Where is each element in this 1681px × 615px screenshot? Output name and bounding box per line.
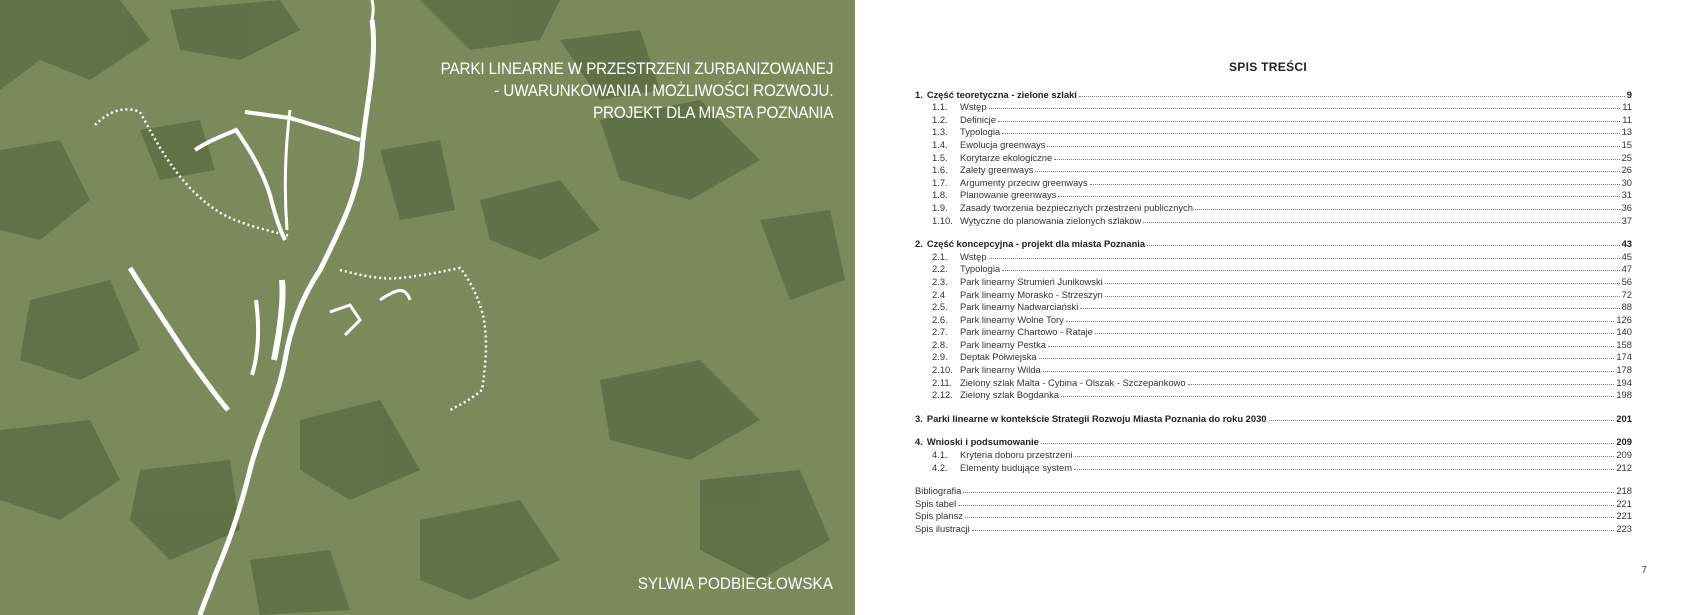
- toc-entry-row: [915, 388, 1632, 401]
- toc-list: [915, 87, 1632, 534]
- toc-entry-row: [915, 112, 1632, 125]
- toc-gap: [915, 473, 1632, 484]
- toc-entry-page: 25: [1621, 151, 1632, 163]
- toc-entry-row: [915, 262, 1632, 275]
- toc-leader-dots: [1054, 159, 1619, 160]
- toc-gap: [915, 226, 1632, 237]
- toc-entry-number: 1.10.: [932, 214, 953, 226]
- toc-entry-title: Wstęp: [960, 101, 987, 113]
- toc-entry-page: 43: [1621, 238, 1632, 250]
- toc-entry-number: 1.4.: [932, 138, 948, 150]
- toc-entry-page: 11: [1622, 113, 1632, 125]
- cover-title-line-3: PROJEKT DLA MIASTA POZNANIA: [592, 103, 833, 122]
- toc-entry-title: Definicje: [960, 113, 996, 125]
- toc-entry-number: 1.8.: [932, 189, 948, 201]
- toc-section-row: [915, 411, 1632, 424]
- toc-leader-dots: [1035, 171, 1619, 172]
- toc-entry-row: [915, 274, 1632, 287]
- toc-entry-title: Park linearny Strumień Junikowski: [960, 275, 1103, 287]
- toc-entry-row: [915, 137, 1632, 150]
- toc-entry-row: [915, 337, 1632, 350]
- toc-entry-page: 218: [1616, 485, 1632, 497]
- toc-entry-row: [915, 213, 1632, 226]
- toc-entry-page: 223: [1616, 523, 1632, 534]
- toc-entry-title: Park linearny Chartowo - Rataje: [960, 326, 1093, 338]
- toc-entry-page: 56: [1621, 275, 1632, 287]
- toc-entry-title: Zielony szlak Malta - Cybina - Olszak - Szczepankowo: [960, 376, 1186, 388]
- toc-entry-title: Park linearny Wolne Tory: [960, 313, 1064, 325]
- toc-entry-number: 3.: [915, 412, 923, 424]
- toc-entry-number: 2.4: [932, 288, 946, 300]
- toc-entry-number: 1.6.: [932, 164, 948, 176]
- toc-entry-row: [915, 362, 1632, 375]
- toc-entry-title: Część koncepcyjna - projekt dla miasta Poznania: [926, 238, 1146, 250]
- toc-entry-title: Kryteria doboru przestrzeni: [960, 449, 1073, 461]
- toc-entry-number: 2.12.: [932, 389, 953, 401]
- toc-entry-page: 31: [1621, 189, 1632, 201]
- toc-entry-number: 2.3.: [932, 275, 948, 287]
- toc-entry-title: Zielony szlak Bogdanka: [960, 389, 1060, 401]
- toc-entry-title: Spis tabel: [915, 497, 957, 509]
- toc-leader-dots: [989, 258, 1620, 259]
- toc-entry-page: 26: [1621, 164, 1632, 176]
- toc-entry-page: 13: [1621, 126, 1632, 138]
- toc-entry-row: [915, 484, 1632, 497]
- toc-leader-dots: [1048, 346, 1614, 347]
- toc-entry-number: 2.11.: [932, 376, 953, 388]
- toc-entry-number: 1.5.: [932, 151, 948, 163]
- toc-leader-dots: [1105, 283, 1620, 284]
- toc-entry-title: Parki linearne w kontekście Strategii Rozwoju Miasta Poznania do roku 2030: [926, 412, 1267, 424]
- toc-entry-title: Argumenty przeciw greenways: [960, 176, 1088, 188]
- toc-entry-row: [915, 163, 1632, 176]
- toc-gap: [915, 400, 1632, 411]
- toc-entry-title: Wstęp: [960, 250, 987, 262]
- toc-entry-page: 174: [1616, 351, 1632, 363]
- toc-entry-page: 88: [1621, 301, 1632, 313]
- toc-leader-dots: [965, 517, 1614, 518]
- toc-entry-page: 72: [1621, 288, 1632, 300]
- toc-entry-number: 1.1.: [932, 101, 948, 113]
- toc-entry-page: 36: [1621, 201, 1632, 213]
- toc-entry-number: 2.: [915, 238, 923, 250]
- toc-entry-number: 1.3.: [932, 126, 948, 138]
- toc-entry-title: Park linearny Pestka: [960, 338, 1046, 350]
- toc-entry-title: Część teoretyczna - zielone szlaki: [926, 88, 1077, 100]
- toc-entry-row: [915, 375, 1632, 388]
- toc-leader-dots: [1269, 420, 1615, 421]
- toc-leader-dots: [1002, 270, 1619, 271]
- toc-entry-title: Park linearny Wilda: [960, 364, 1041, 376]
- toc-leader-dots: [1066, 321, 1614, 322]
- toc-entry-page: 47: [1621, 263, 1632, 275]
- toc-entry-number: 2.8.: [932, 338, 948, 350]
- toc-entry-title: Typologia: [960, 263, 1001, 275]
- toc-entry-page: 194: [1616, 376, 1632, 388]
- toc-entry-row: [915, 509, 1632, 522]
- toc-leader-dots: [1143, 222, 1619, 223]
- toc-entry-row: [915, 200, 1632, 213]
- toc-entry-page: 30: [1621, 176, 1632, 188]
- toc-entry-page: 178: [1616, 364, 1632, 376]
- toc-leader-dots: [1105, 296, 1620, 297]
- toc-entry-page: 221: [1616, 497, 1632, 509]
- toc-entry-number: 1.: [915, 88, 923, 100]
- toc-leader-dots: [1058, 196, 1619, 197]
- toc-leader-dots: [1188, 384, 1615, 385]
- toc-section-row: [915, 237, 1632, 250]
- toc-entry-title: Deptak Półwiejska: [960, 351, 1037, 363]
- toc-heading: SPIS TREŚCI: [1229, 60, 1307, 74]
- toc-entry-number: 2.9.: [932, 351, 948, 363]
- toc-entry-row: [915, 188, 1632, 201]
- toc-entry-title: Planowanie greenways: [960, 189, 1057, 201]
- toc-leader-dots: [1080, 308, 1619, 309]
- toc-leader-dots: [989, 108, 1621, 109]
- toc-entry-page: 221: [1616, 510, 1632, 522]
- toc-leader-dots: [1195, 209, 1620, 210]
- toc-leader-dots: [1074, 469, 1614, 470]
- table-of-contents-page: [855, 0, 1681, 615]
- toc-entry-page: 15: [1621, 138, 1632, 150]
- toc-leader-dots: [1079, 96, 1625, 97]
- toc-entry-page: 201: [1616, 412, 1632, 424]
- cover-author: SYLWIA PODBIEGŁOWSKA: [637, 574, 833, 593]
- toc-gap: [915, 424, 1632, 435]
- toc-entry-number: 2.5.: [932, 301, 948, 313]
- toc-entry-page: 45: [1621, 250, 1632, 262]
- toc-entry-row: [915, 125, 1632, 138]
- toc-entry-row: [915, 249, 1632, 262]
- toc-entry-row: [915, 100, 1632, 113]
- toc-entry-title: Park linearny Nadwarciański: [960, 301, 1079, 313]
- toc-entry-title: Spis ilustracji: [915, 523, 970, 534]
- toc-entry-row: [915, 496, 1632, 509]
- toc-entry-number: 2.6.: [932, 313, 948, 325]
- toc-leader-dots: [963, 492, 1614, 493]
- toc-leader-dots: [958, 505, 1614, 506]
- toc-entry-title: Spis plansz: [915, 510, 963, 522]
- toc-entry-page: 37: [1621, 214, 1632, 226]
- toc-entry-row: [915, 175, 1632, 188]
- toc-entry-title: Bibliografia: [915, 485, 962, 497]
- toc-leader-dots: [972, 530, 1615, 531]
- toc-section-row: [915, 435, 1632, 448]
- toc-entry-page: 11: [1622, 101, 1632, 113]
- toc-leader-dots: [1041, 443, 1615, 444]
- toc-entry-page: 126: [1616, 313, 1632, 325]
- toc-entry-number: 4.: [915, 436, 923, 448]
- toc-leader-dots: [1075, 456, 1615, 457]
- toc-entry-title: Zalety greenways: [960, 164, 1034, 176]
- toc-entry-title: Korytarze ekologiczne: [960, 151, 1053, 163]
- toc-entry-row: [915, 350, 1632, 363]
- toc-entry-title: Zasady tworzenia bezpiecznych przestrzeni publicznych: [960, 201, 1193, 213]
- toc-leader-dots: [1147, 245, 1619, 246]
- toc-entry-row: [915, 150, 1632, 163]
- toc-entry-row: [915, 325, 1632, 338]
- toc-entry-row: [915, 447, 1632, 460]
- toc-entry-title: Wytyczne do planowania zielonych szlaków: [960, 214, 1142, 226]
- toc-entry-title: Typologia: [960, 126, 1001, 138]
- toc-entry-number: 2.10.: [932, 364, 953, 376]
- page-number: 7: [1641, 565, 1647, 576]
- toc-leader-dots: [1061, 396, 1614, 397]
- toc-section-row: [915, 87, 1632, 100]
- toc-leader-dots: [1047, 146, 1619, 147]
- toc-entry-title: Wnioski i podsumowanie: [926, 436, 1039, 448]
- toc-entry-row: [915, 287, 1632, 300]
- toc-entry-number: 2.2.: [932, 263, 948, 275]
- cover-title: [440, 58, 833, 124]
- toc-entry-page: 209: [1616, 436, 1632, 448]
- toc-entry-title: Park linearny Morasko - Strzeszyn: [960, 288, 1103, 300]
- toc-entry-title: Elementy budujące system: [960, 461, 1073, 473]
- toc-entry-number: 2.1.: [932, 250, 948, 262]
- toc-leader-dots: [1002, 133, 1619, 134]
- toc-entry-title: Ewolucja greenways: [960, 138, 1046, 150]
- toc-leader-dots: [998, 121, 1620, 122]
- toc-entry-number: 1.2.: [932, 113, 948, 125]
- toc-leader-dots: [1090, 184, 1620, 185]
- toc-entry-row: [915, 521, 1632, 534]
- toc-entry-page: 209: [1616, 449, 1632, 461]
- toc-leader-dots: [1095, 333, 1614, 334]
- toc-entry-page: 9: [1626, 88, 1632, 100]
- toc-leader-dots: [1039, 358, 1615, 359]
- toc-leader-dots: [1043, 371, 1615, 372]
- toc-entry-page: 158: [1616, 338, 1632, 350]
- toc-entry-page: 140: [1616, 326, 1632, 338]
- toc-entry-number: 2.7.: [932, 326, 948, 338]
- toc-entry-page: 198: [1616, 389, 1632, 401]
- toc-entry-number: 1.7.: [932, 176, 948, 188]
- toc-entry-row: [915, 300, 1632, 313]
- toc-entry-row: [915, 312, 1632, 325]
- cover-title-line-1: PARKI LINEARNE W PRZESTRZENI ZURBANIZOWANEJ: [440, 59, 833, 78]
- toc-entry-number: 4.2.: [932, 461, 948, 473]
- toc-entry-row: [915, 460, 1632, 473]
- cover-title-line-2: - UWARUNKOWANIA I MOŻLIWOŚCI ROZWOJU.: [493, 81, 833, 100]
- toc-entry-number: 1.9.: [932, 201, 948, 213]
- toc-entry-number: 4.1.: [932, 449, 948, 461]
- toc-entry-page: 212: [1616, 461, 1632, 473]
